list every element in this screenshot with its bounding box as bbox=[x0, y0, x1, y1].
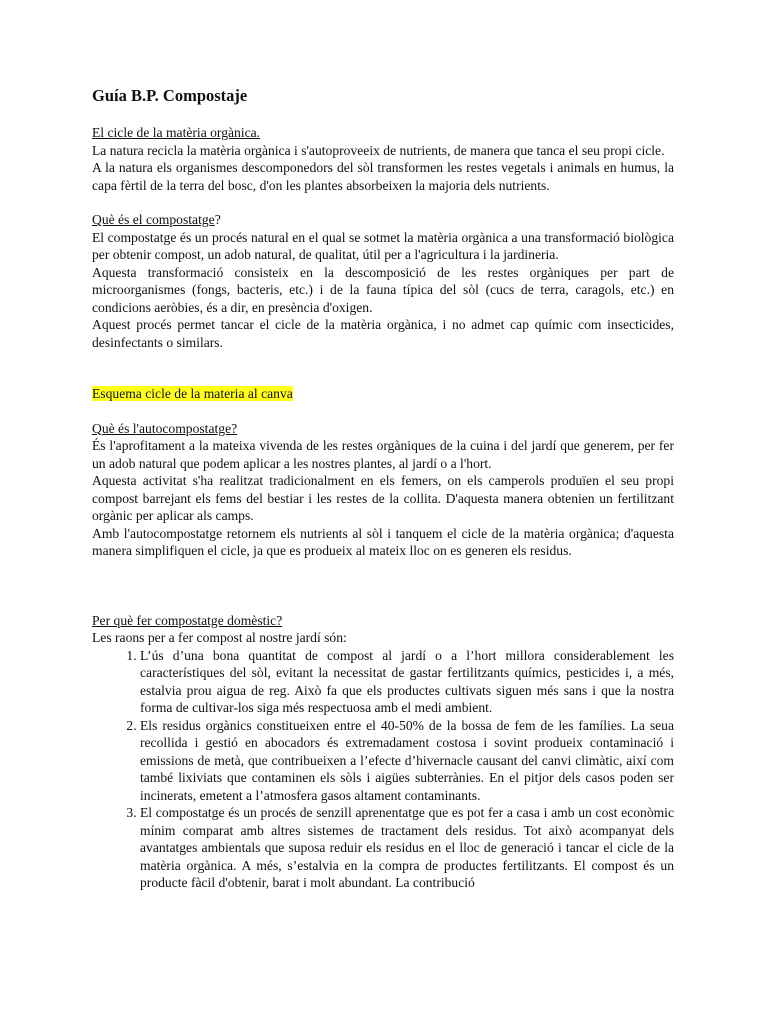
section-heading-why-domestic-composting: Per què fer compostatge domèstic? bbox=[92, 612, 283, 628]
paragraph: Aquest procés permet tancar el cicle de la matèria orgànica, i no admet cap químic com insecticides, desinfectants o similars. bbox=[92, 317, 674, 350]
section-heading-text: Què és el compostatge bbox=[92, 212, 215, 227]
document-title: Guía B.P. Compostaje bbox=[92, 86, 248, 105]
list-item: 1. L’ús d’una bona quantitat de compost al jardí o a l’hort millora considerablement les característiques del sòl, evitant la necessitat de gastar fertilitzants químics, pesticides i, a més, estalvia prou aigua de reg. Això fa que els productes cultivats siguen més sans i que la nostra forma de cultivar-los siga més respectuosa amb el medi ambient. bbox=[140, 647, 674, 717]
paragraph: Aquesta activitat s'ha realitzat tradicionalment en els femers, on els camperols produïen el seu propi compost barrejant els fems del bestiar i les restes de la collita. D'aquesta manera obtenien un fertilitzant orgànic per aplicar als camps. bbox=[92, 473, 674, 523]
section-heading-what-is-composting bbox=[92, 211, 674, 229]
paragraph: El compostatge és un procés natural en el qual se sotmet la matèria orgànica a una transformació biològica per obtenir compost, un adob natural, de qualitat, útil per a l'agricultura i la jardineria. bbox=[92, 229, 674, 262]
paragraph: A la natura els organismes descomponedors del sòl transformen les restes vegetals i animals en humus, la capa fèrtil de la terra del bosc, d'on les plantes absorbeixen la majoria dels nutrients. bbox=[92, 160, 674, 193]
paragraph: Amb l'autocompostatge retornem els nutrients al sòl i tanquem el cicle de la matèria orgànica; d'aquesta manera simplifiquen el cicle, ja que es produeix al mateix lloc on es generen els residus. bbox=[92, 525, 674, 558]
paragraph: És l'aprofitament a la mateixa vivenda de les restes orgàniques de la cuina i del jardí que generem, per fer un adob natural que podem aplicar a les nostres plantes, al jardí o a l'hort. bbox=[92, 438, 674, 471]
section-heading-organic-cycle: El cicle de la matèria orgànica. bbox=[92, 125, 261, 140]
section-heading-what-is-home-composting: Què és l'autocompostatge? bbox=[92, 420, 238, 436]
highlighted-note-text: Esquema cicle de la materia al canva bbox=[92, 386, 293, 401]
reasons-list bbox=[92, 647, 674, 892]
highlighted-note bbox=[92, 385, 674, 403]
section-heading-tail: ? bbox=[214, 212, 221, 227]
list-intro: Les raons per a fer compost al nostre jardí són: bbox=[92, 630, 347, 645]
paragraph: La natura recicla la matèria orgànica i s'autoproveeix de nutrients, de manera que tanca el seu propi cicle. bbox=[92, 142, 665, 158]
list-item: 3. El compostatge és un procés de senzill aprenentatge que es pot fer a casa i amb un cost econòmic mínim comparat amb altres sistemes de tractament dels residus. Tot això acompanyat dels avantatges ambientals que suposa reduir els residus en el lloc de generació i tancar el cicle de la matèria orgànica. A més, s’estalvia en la compra de productes fertilitzants. El compost és un producte fàcil d'obtenir, barat i molt abundant. La contribució bbox=[140, 804, 674, 892]
paragraph: Aquesta transformació consisteix en la descomposició de les restes orgàniques per part de microorganismes (fongs, bacteris, etc.) i de la fauna típica del sòl (cucs de terra, caragols, etc.) en condicions aeròbies, és a dir, en presència d'oxigen. bbox=[92, 264, 674, 315]
list-item: 2. Els residus orgànics constitueixen entre el 40-50% de la bossa de fem de les famílies. La seua recollida i gestió en abocadors és extremadament costosa i sovint produeix contaminació i emissions de metà, que contribueixen a l’efecte d’hivernacle causant del canvi climàtic, així com també lixiviats que contaminen els sòls i aigües subterrànies. En el pitjor dels casos poden ser incinerats, emetent a l’atmosfera gasos altament contaminants. bbox=[140, 717, 674, 805]
document-body bbox=[92, 86, 674, 892]
